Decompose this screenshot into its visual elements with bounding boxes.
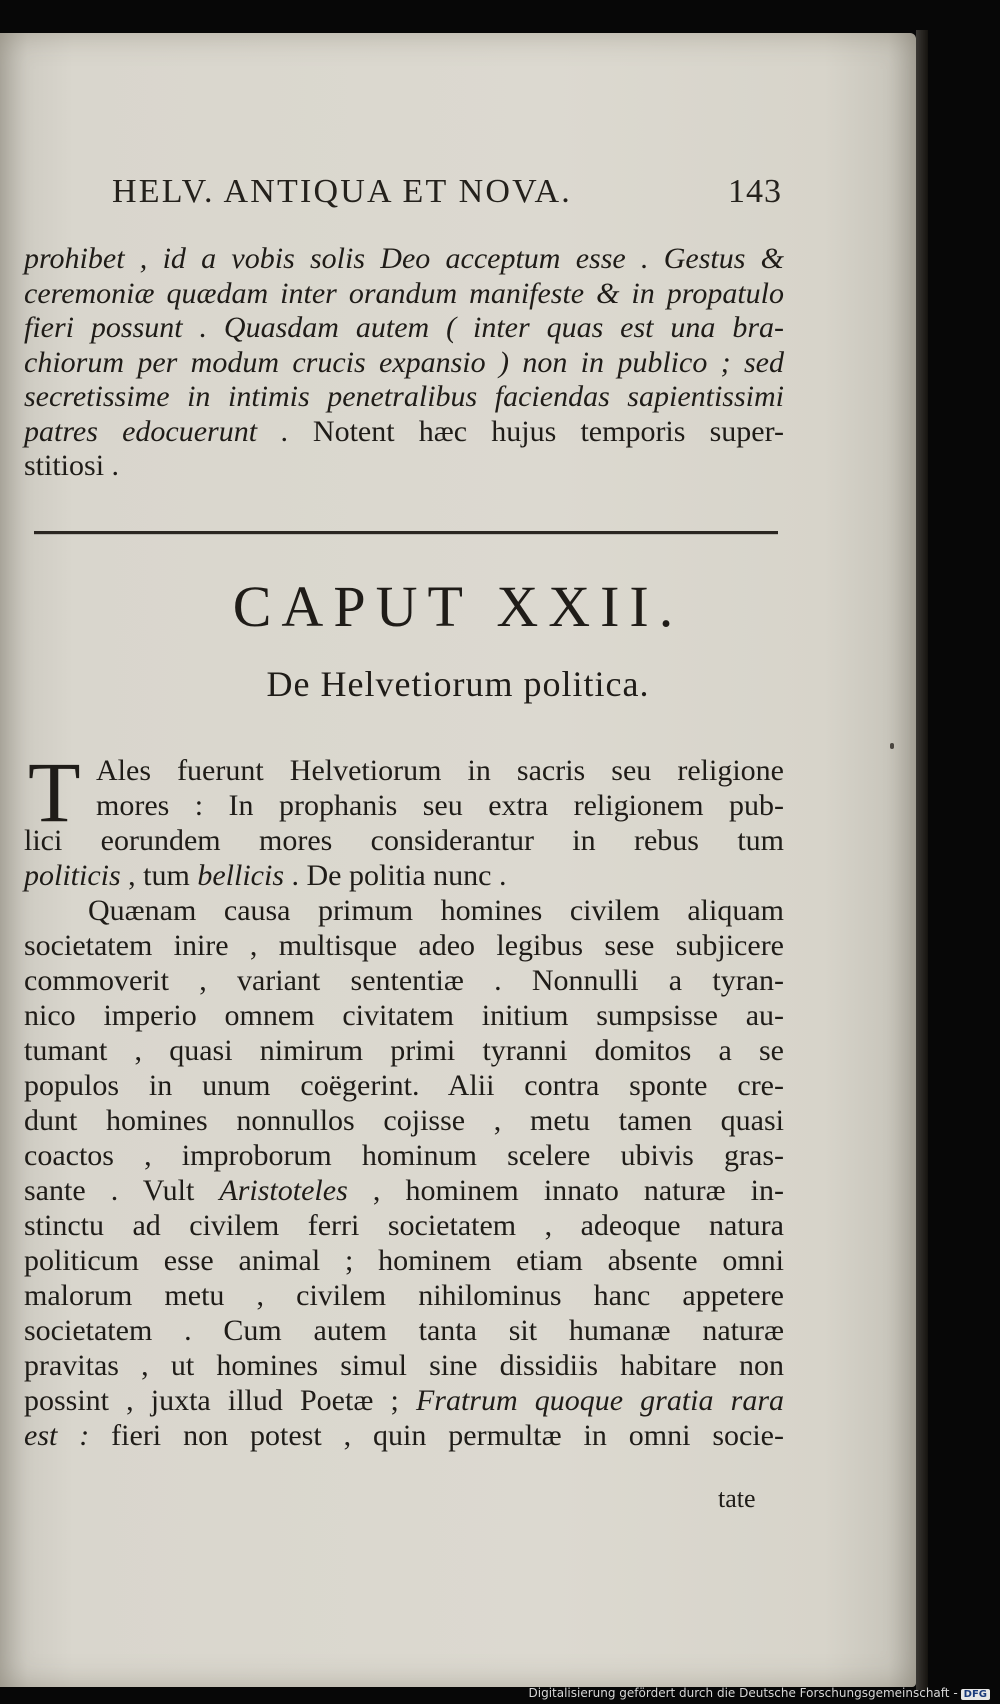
roman-text: pravitas , ut homines simul sine dissidiis habitare non (24, 1349, 784, 1382)
text-line (24, 823, 784, 859)
dfg-logo: DFG (961, 1689, 990, 1700)
drop-cap: T (28, 744, 81, 840)
text-line (24, 963, 784, 999)
text-line (24, 928, 784, 964)
text-line (88, 893, 784, 929)
roman-text: Ales fuerunt Helvetiorum in sacris seu religione (96, 754, 784, 787)
roman-text: mores : In prophanis seu extra religionem pub- (96, 789, 784, 822)
running-head (112, 173, 782, 211)
text-line (24, 414, 784, 450)
roman-text: societatem . Cum autem tanta sit humanæ naturæ (24, 1314, 784, 1347)
roman-text: stitiosi . (24, 449, 120, 482)
roman-text: populos in unum coëgerint. Alii contra sponte cre- (24, 1069, 784, 1102)
roman-text: malorum metu , civilem nihilominus hanc appetere (24, 1279, 784, 1312)
roman-text: lici eorundem mores considerantur in rebus tum (24, 824, 784, 857)
text-line (24, 1173, 784, 1209)
text-line (24, 1313, 784, 1349)
roman-text: stinctu ad civilem ferri societatem , adeoque natura (24, 1209, 784, 1242)
roman-text: tumant , quasi nimirum primi tyranni domitos a se (24, 1034, 784, 1067)
italic-text: patres edocuerunt . (24, 414, 289, 448)
text-line (24, 1348, 784, 1384)
roman-text: fieri non potest , quin permultæ in omni socie- (89, 1419, 784, 1452)
roman-text: politicum esse animal ; hominem etiam absente omni (24, 1244, 784, 1277)
roman-text: Quænam causa primum homines civilem aliquam (88, 894, 784, 927)
book-page (0, 33, 916, 1687)
text-line (24, 310, 784, 346)
text-line (24, 1068, 784, 1104)
roman-text: sante . Vult (24, 1174, 220, 1207)
italic-text: est : (24, 1419, 90, 1452)
text-line (24, 1033, 784, 1069)
italic-text: ceremoniæ quædam inter orandum manifeste & in propatulo (24, 276, 784, 310)
text-line (96, 753, 784, 789)
roman-text: , hominem innato naturæ in- (347, 1174, 784, 1207)
credit-text: Digitalisierung gefördert durch die Deutsche Forschungsgemeinschaft - (528, 1686, 958, 1700)
text-line (24, 241, 784, 277)
text-line (24, 1278, 784, 1314)
chapter-subtitle: De Helvetiorum politica. (266, 664, 650, 704)
text-line (96, 788, 784, 824)
italic-text: chiorum per modum crucis expansio ) non in publico ; sed (24, 345, 784, 379)
roman-text: nico imperio omnem civitatem initium sumpsisse au- (24, 999, 784, 1032)
roman-text: commoverit , variant sententiæ . Nonnulli a tyran- (24, 964, 784, 997)
italic-text: fieri possunt . Quasdam autem ( inter quas est una bra- (24, 311, 784, 344)
text-line (24, 998, 784, 1034)
text-line (24, 1243, 784, 1279)
roman-text: Notent hæc hujus temporis super- (288, 414, 784, 448)
roman-text: , tum (120, 859, 198, 892)
text-line (24, 345, 784, 381)
running-head-title: HELV. ANTIQUA ET NOVA. (112, 173, 572, 210)
italic-text: prohibet , id a vobis solis Deo acceptum esse . Gestus & (24, 242, 784, 275)
text-line (24, 1138, 784, 1174)
italic-text: bellicis (197, 859, 284, 892)
paper-speck (890, 743, 894, 749)
text-line (24, 1418, 784, 1454)
text-line (24, 1208, 784, 1244)
roman-text: . De politia nunc . (284, 859, 507, 892)
chapter-divider-rule (34, 531, 778, 534)
roman-text: coactos , improborum hominum scelere ubivis gras- (24, 1139, 784, 1172)
italic-text: Fratrum quoque gratia rara (415, 1384, 784, 1417)
page-number: 143 (728, 173, 782, 210)
italic-text: Aristoteles (219, 1174, 348, 1207)
page-edge-shadow (916, 30, 928, 1690)
catchword: tate (718, 1484, 756, 1513)
italic-text: politicis (24, 859, 121, 892)
roman-text: societatem inire , multisque adeo legibus sese subjicere (24, 929, 784, 962)
italic-text: secretissime in intimis penetralibus faciendas sapientissimi (24, 380, 784, 413)
text-line (24, 858, 506, 894)
text-line (24, 276, 784, 312)
text-line (24, 448, 119, 484)
text-line (24, 1103, 784, 1139)
chapter-title: CAPUT XXII. (232, 574, 684, 639)
text-line (24, 1383, 784, 1419)
digitization-credit (529, 1686, 991, 1700)
roman-text: dunt homines nonnullos cojisse , metu tamen quasi (24, 1104, 784, 1137)
text-line (24, 379, 784, 415)
roman-text: possint , juxta illud Poetæ ; (24, 1384, 416, 1417)
